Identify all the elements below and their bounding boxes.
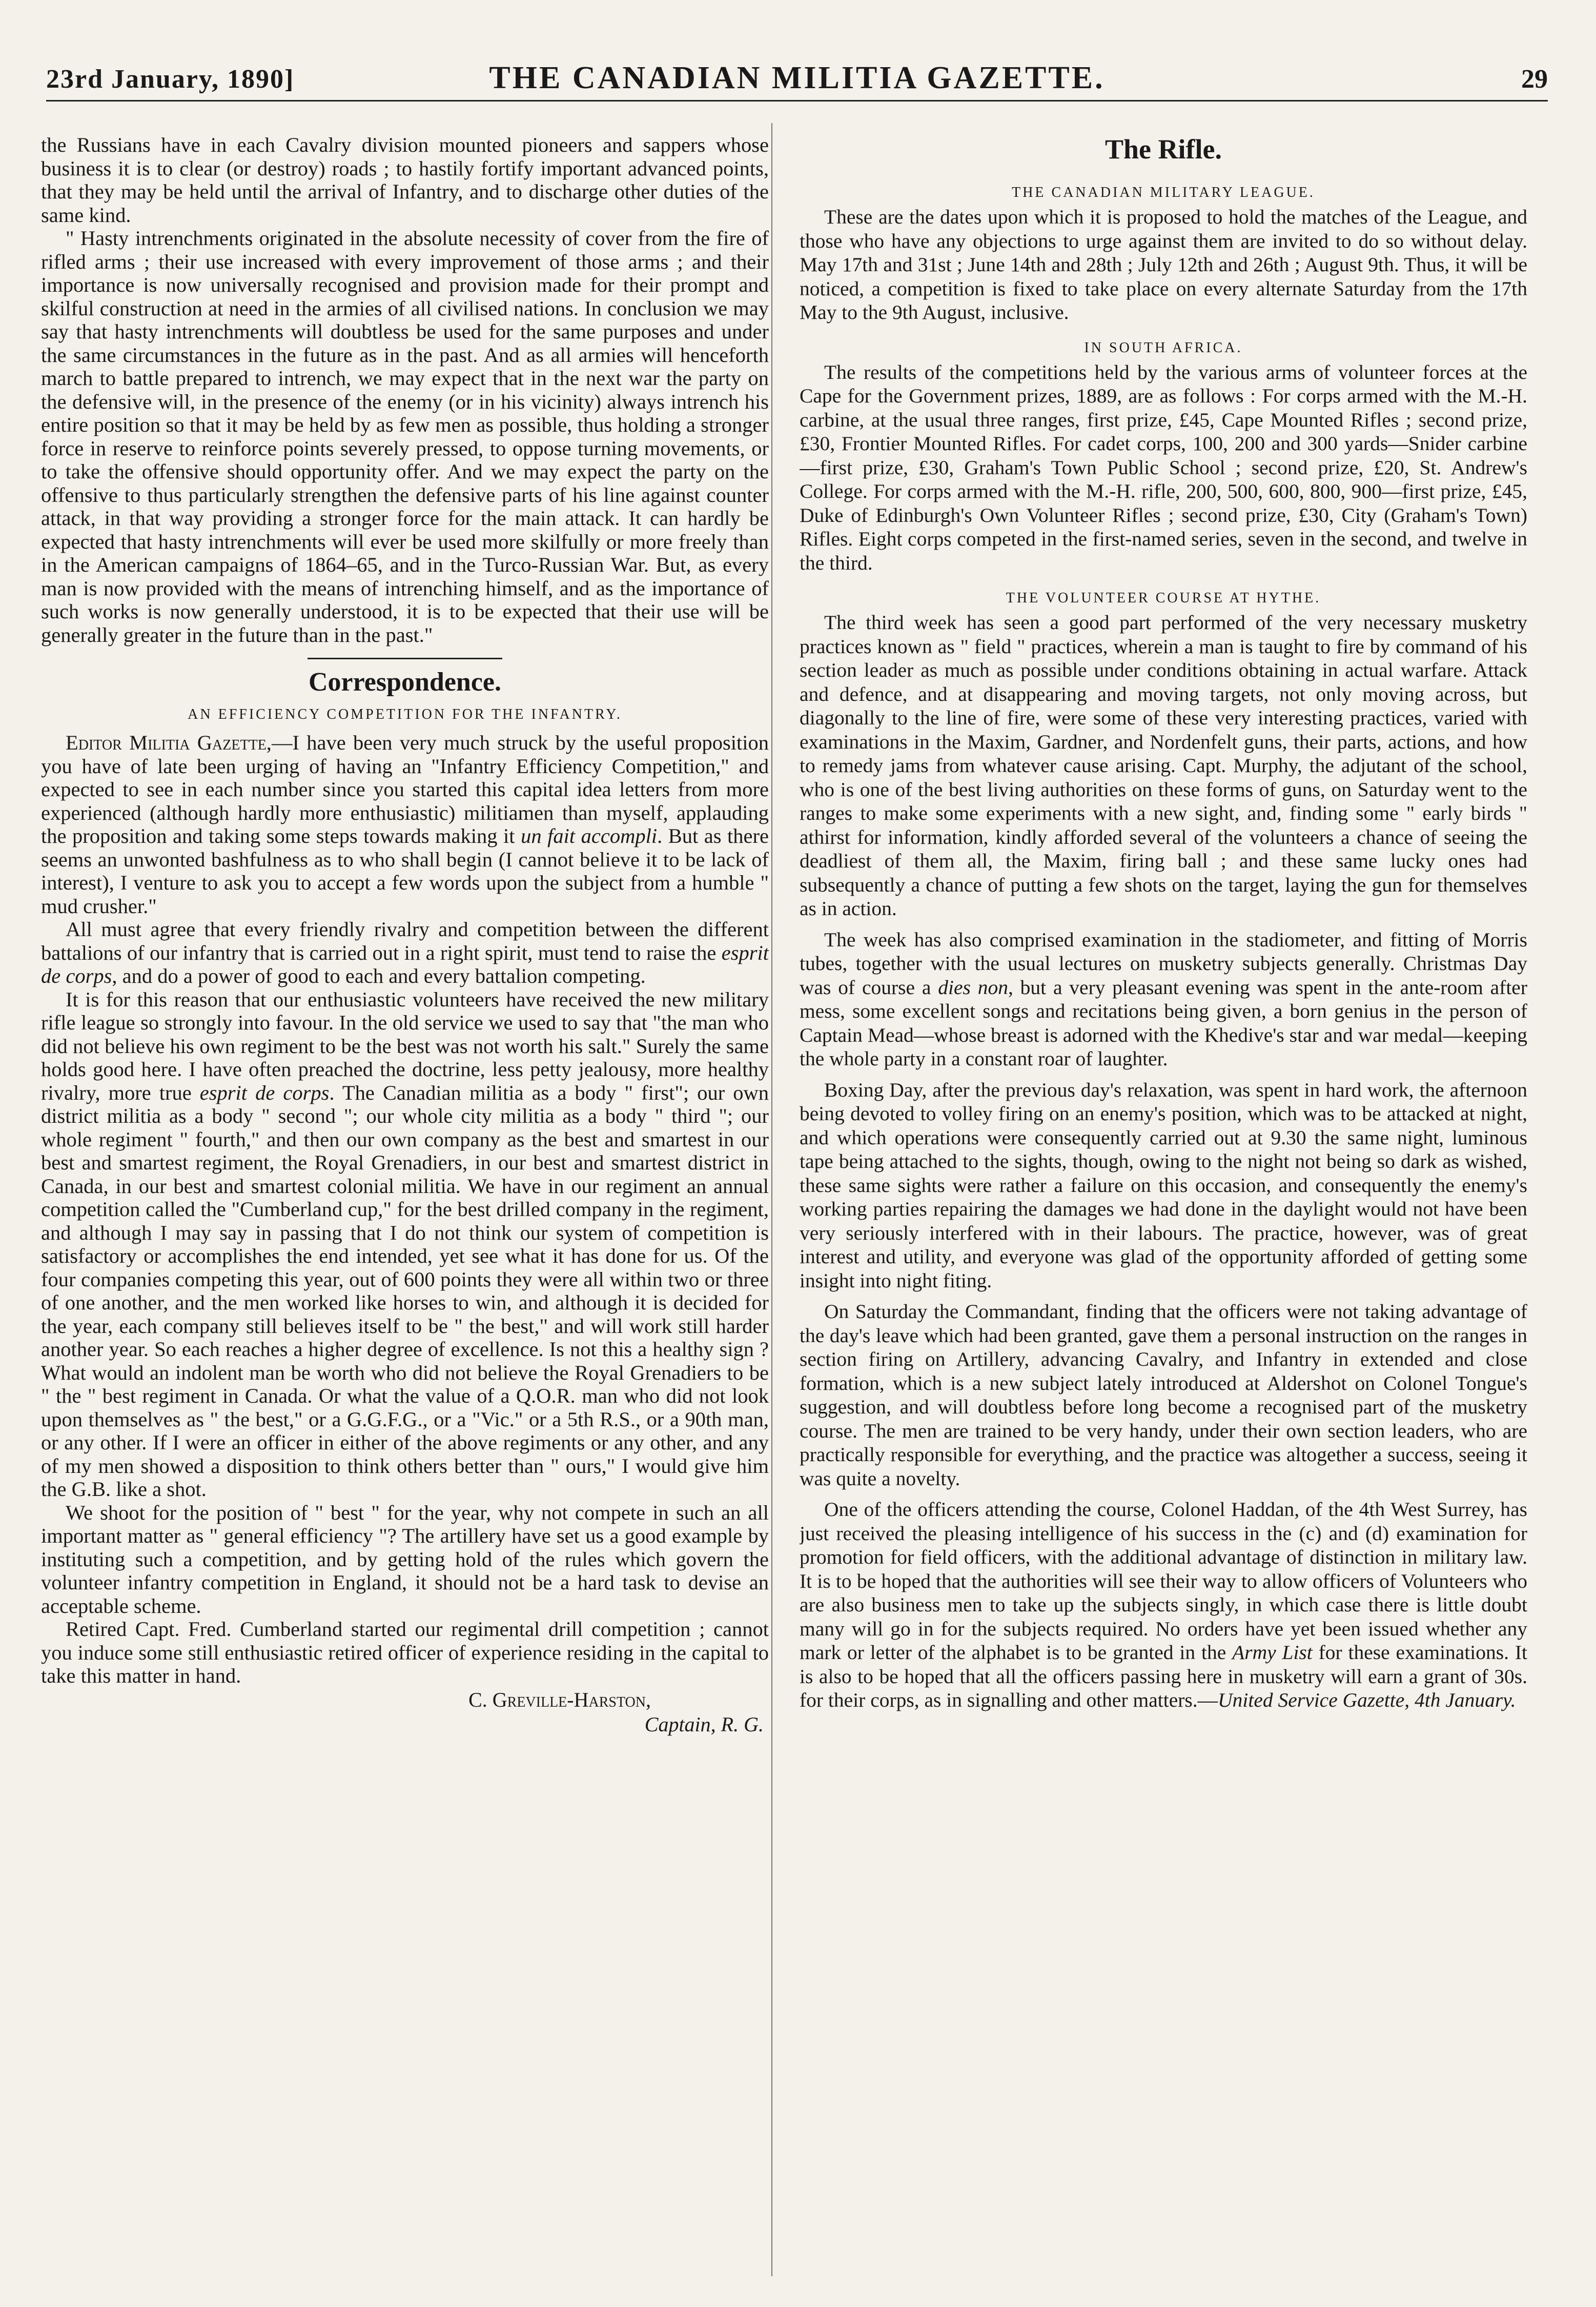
paragraph: Boxing Day, after the previous day's relaxation, was spent in hard work, the afternoon being devoted to volley firing on an enemy's position, which was to be attacked at night, and which operations were consequently carried out at 9.30 the same night, luminous tape being attached to the sights, though, owing to the night not being so dark as wished, these same sights were rather a failure on this occasion, and consequently the enemy's working parties repairing the damages we had done in the daylight would not have been very seriously interfered with in their labours. The practice, however, was of great interest and utility, and everyone was glad of the opportunity afforded of getting some insight into night fiting. (800, 1078, 1527, 1292)
right-column (800, 133, 1527, 2276)
correspondence-heading: Correspondence. (308, 667, 501, 697)
paragraph: It is for this reason that our enthusiastic volunteers have received the new military rifle league so strongly into favour. In the old service we used to say that "the man who did not believe his own regiment to be the best was not worth his salt." Surely the same holds good here. I have often preached the doctrine, less petty jealousy, more healthy rivalry, more true esprit de corps. The Canadian militia as a body " first"; our own district militia as a body " second "; our whole city militia as a body " third "; our whole regiment " fourth," and then our own company as the best and smartest in our best and smartest regiment, the Royal Grenadiers, in our best and smartest district in Canada, in our best and smartest colonial militia. We have in our regiment an annual competition called the "Cumberland cup," for the best drilled company in the regiment, and although I may say in passing that I do not think our system of competition is satisfactory or accomplishes the end intended, yet see what it has done for us. Of the four companies competing this year, out of 600 points they were all within two or three of one another, and the men worked like horses to win, and although it is decided for the year, each company still believes itself to be " the best," and will work still harder another year. So each reaches a higher degree of excellence. Is not this a healthy sign ? What would an indolent man be worth who did not believe the Royal Grenadiers to be " the " best regiment in Canada. Or what the value of a Q.O.R. man who did not look upon themselves as " the best," or a G.G.F.G., or a "Vic." or a 5th R.S., or a 90th man, or any other. If I were an officer in either of the above regiments or any other, and any of my men showed a disposition to think others better than " ours," I would give him the G.B. like a shot. (41, 987, 769, 1501)
paragraph: The week has also comprised examination in the stadiometer, and fitting of Morris tubes, together with the usual lectures on musketry subjects generally. Christmas Day was of course a dies non, but a very pleasant evening was spent in the ante-room after mess, some excellent songs and recitations being given, a born genius in the person of Captain Mead—whose breast is adorned with the Khedive's star and war medal—keeping the whole party in a constant roar of laughter. (800, 928, 1527, 1070)
paragraph: The third week has seen a good part performed of the very necessary musketry practices known as " field " practices, wherein a man is taught to fire by command of his section leader as much as possible under conditions obtaining in actual warfare. Attack and defence, and at disappearing and moving targets, not only moving across, but diagonally to the line of fire, were some of these very interesting practices, varied with examinations in the Maxim, Gardner, and Nordenfelt guns, their parts, actions, and how to remedy jams from whatever cause arising. Capt. Murphy, the adjutant of the school, who is one of the best living authorities on these forms of guns, on Saturday went to the ranges to make some experiments with a new sight, and, finding some " early birds " athirst for information, kindly afforded several of the volunteers a chance of seeing the deadliest of them all, the Maxim, firing ball ; and these same lucky ones had subsequently a chance of putting a few shots on the target, laying the gun for themselves as in action. (800, 611, 1527, 920)
masthead-title: THE CANADIAN MILITIA GAZETTE. (489, 60, 1105, 95)
letter-salutation: Editor Militia Gazette, (66, 731, 272, 754)
paragraph: One of the officers attending the course, Colonel Haddan, of the 4th West Surrey, has just received the pleasing intelligence of his success in the (c) and (d) examination for promotion for field officers, with the additional advantage of distinction in military law. It is to be hoped that the authorities will see their way to allow officers of Volunteers who are also business men to take up the subjects singly, in which case there is little doubt many will go in for the subjects required. No orders have yet been issued whether any mark or letter of the alphabet is to be granted in the Army List for these examinations. It is also to be hoped that all the officers passing here in musketry will earn a grant of 30s. for their corps, as in signalling and other matters.—United Service Gazette, 4th January. (800, 1498, 1527, 1711)
letter-subheading: AN EFFICIENCY COMPETITION FOR THE INFANTRY. (188, 706, 622, 722)
rifle-heading: The Rifle. (1105, 134, 1222, 165)
signature-rank: Captain, R. G. (644, 1712, 764, 1736)
left-column (41, 133, 769, 2276)
league-subheading: THE CANADIAN MILITARY LEAGUE. (1012, 185, 1315, 200)
paragraph: the Russians have in each Cavalry division mounted pioneers and sappers whose business it is to clear (or destroy) roads ; to hastily fortify important advanced points, that they may be held until the arrival of Infantry, and to discharge other duties of the same kind. (41, 133, 769, 227)
page-number: 29 (1521, 65, 1548, 94)
source-citation: United Service Gazette, 4th January. (1218, 1689, 1516, 1711)
hythe-subheading: THE VOLUNTEER COURSE AT HYTHE. (1006, 590, 1321, 606)
section-rule (308, 658, 502, 659)
paragraph: We shoot for the position of " best " for the year, why not compete in such an all important matter as " general efficiency "? The artillery have set us a good example by instituting such a competition, and by getting hold of the rules which govern the volunteer infantry competition in England, it should not be a hard task to devise an acceptable scheme. (41, 1501, 769, 1617)
column-divider (771, 123, 772, 2276)
africa-subheading: IN SOUTH AFRICA. (1084, 339, 1243, 356)
paragraph: Retired Capt. Fred. Cumberland started our regimental drill competition ; cannot you induce some still enthusiastic retired officer of experience residing in the capital to take this matter in hand. (41, 1617, 769, 1687)
paragraph: All must agree that every friendly rivalry and competition between the different battalions of our infantry that is carried out in a right spirit, must tend to raise the esprit de corps, and do a power of good to each and every battalion competing. (41, 918, 769, 987)
paragraph: Editor Militia Gazette,—I have been very much struck by the useful proposition you have of late been urging of having an "Infantry Efficiency Competition," and expected to see in each number since you started this capital idea letters from more experienced (although hardly more enthusiastic) militiamen than myself, applauding the proposition and taking some steps towards making it un fait accompli. But as there seems an unwonted bashfulness as to who shall begin (I cannot believe it to be lack of interest), I venture to ask you to accept a few words upon the subject from a humble " mud crusher." (41, 731, 769, 918)
paragraph: These are the dates upon which it is proposed to hold the matches of the League, and those who have any objections to urge against them are invited to do so without delay. May 17th and 31st ; June 14th and 28th ; July 12th and 26th ; August 9th. Thus, it will be noticed, a competition is fixed to take place on every alternate Saturday from the 17th May to the 9th August, inclusive. (800, 206, 1527, 323)
issue-date: 23rd January, 1890] (46, 65, 295, 94)
paragraph: " Hasty intrenchments originated in the absolute necessity of cover from the fire of rifled arms ; their use increased with every improvement of those arms ; and their importance is now universally recognised and provision made for their prompt and skilful construction at need in the armies of all civilised nations. In conclusion we may say that hasty intrenchments will doubtless be used for the same purposes and under the same circumstances in the future as in the past. And as all armies will henceforth march to battle prepared to intrench, we may expect that in the next war the party on the defensive will, in the presence of the enemy (or in his vicinity) always intrench his entire position so that it may be held by as few men as possible, thus holding a stronger force in reserve to reinforce points severely pressed, to oppose turning movements, or to take the offensive should opportunity offer. And we may expect the party on the offensive to thus particularly strengthen the defensive parts of his line against counter attack, in that way providing a stronger force for the main attack. It can hardly be expected that hasty intrenchments will ever be used more skilfully or more freely than in the American campaigns of 1864–65, and in the Turco-Russian War. But, as every man is now provided with the means of intrenching himself, and as the importance of such works is now generally understood, it is to be expected that their use will be generally greater in the future than in the past." (41, 227, 769, 646)
paragraph: On Saturday the Commandant, finding that the officers were not taking advantage of the day's leave which had been granted, gave them a personal instruction on the ranges in section firing on Artillery, advancing Cavalry, and Infantry in extended and close formation, which is a new subject lately introduced at Aldershot on Colonel Tongue's suggestion, and will doubtless before long become a recognised part of the musketry course. The men are trained to be very handy, under their own section leaders, who are practically responsible for everything, and the practice was altogether a success, seeing it was quite a novelty. (800, 1300, 1527, 1490)
signature-name: C. Greville-Harston, (468, 1688, 651, 1711)
paragraph: The results of the competitions held by the various arms of volunteer forces at the Cape for the Government prizes, 1889, are as follows : For corps armed with the M.-H. carbine, at the usual three ranges, first prize, £45, Cape Mounted Rifles ; second prize, £30, Frontier Mounted Rifles. For cadet corps, 100, 200 and 300 yards—Snider carbine—first prize, £30, Graham's Town Public School ; second prize, £20, St. Andrew's College. For corps armed with the M.-H. rifle, 200, 500, 600, 800, 900—first prize, £45, Duke of Edinburgh's Own Volunteer Rifles ; second prize, £30, City (Graham's Town) Rifles. Eight corps competed in the first-named series, seven in the second, and twelve in the third. (800, 360, 1527, 574)
page-header (46, 49, 1548, 102)
